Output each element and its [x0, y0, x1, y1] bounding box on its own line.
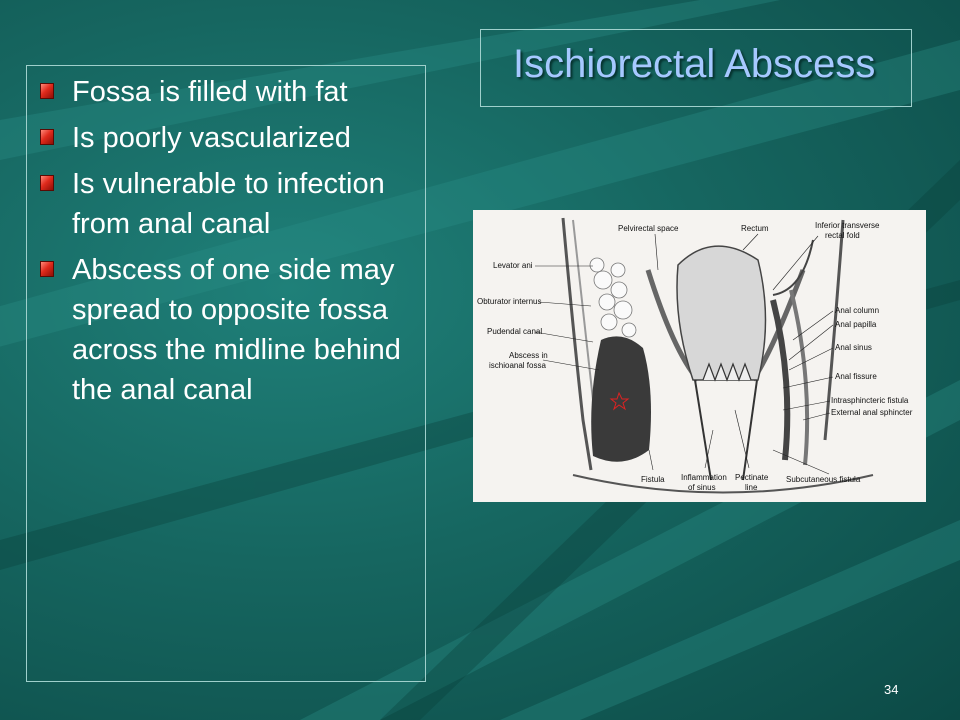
label-external-anal-sphincter: External anal sphincter	[831, 408, 913, 417]
bullet-icon	[40, 83, 54, 99]
bullet-item	[40, 250, 410, 410]
label-subcutaneous-fistula: Subcutaneous fistula	[786, 475, 861, 484]
label-anal-fissure: Anal fissure	[835, 372, 877, 381]
label-inferior-transverse-2: rectal fold	[825, 231, 860, 240]
bullet-text: Fossa is filled with fat	[72, 76, 348, 108]
label-pelvirectal-space: Pelvirectal space	[618, 224, 679, 233]
label-fistula: Fistula	[641, 475, 665, 484]
label-pectinate-1: Pectinate	[735, 473, 769, 482]
bullet-item	[40, 164, 410, 244]
bullet-text: Abscess of one side may spread to opposite fossa across the midline behind the anal canal	[72, 254, 401, 406]
bullet-icon	[40, 261, 54, 277]
bullet-icon	[40, 175, 54, 191]
label-anal-column: Anal column	[835, 306, 880, 315]
bullet-text: Is poorly vascularized	[72, 122, 351, 154]
label-inflammation-1: Inflammation	[681, 473, 727, 482]
label-obturator-internus: Obturator internus	[477, 297, 542, 306]
label-abscess-2: ischioanal fossa	[489, 361, 546, 370]
page-number: 34	[884, 682, 899, 697]
bullet-item	[40, 72, 410, 112]
bullet-icon	[40, 129, 54, 145]
anatomy-diagram	[473, 210, 926, 502]
slide-title: Ischiorectal Abscess	[513, 42, 876, 86]
anatomy-illustration	[473, 210, 926, 502]
label-pudendal-canal: Pudendal canal	[487, 327, 543, 336]
label-levator-ani: Levator ani	[493, 261, 533, 270]
bullet-item	[40, 118, 410, 158]
label-abscess-1: Abscess in	[509, 351, 548, 360]
label-intrasphincteric-fistula: Intrasphincteric fistula	[831, 396, 909, 405]
bullet-text: Is vulnerable to infection from anal canal	[72, 168, 385, 240]
label-rectum: Rectum	[741, 224, 769, 233]
label-inflammation-2: of sinus	[688, 483, 716, 492]
label-anal-papilla: Anal papilla	[835, 320, 877, 329]
label-pectinate-2: line	[745, 483, 758, 492]
bullet-list	[40, 72, 410, 416]
label-anal-sinus: Anal sinus	[835, 343, 872, 352]
label-inferior-transverse-1: Inferior transverse	[815, 221, 880, 230]
